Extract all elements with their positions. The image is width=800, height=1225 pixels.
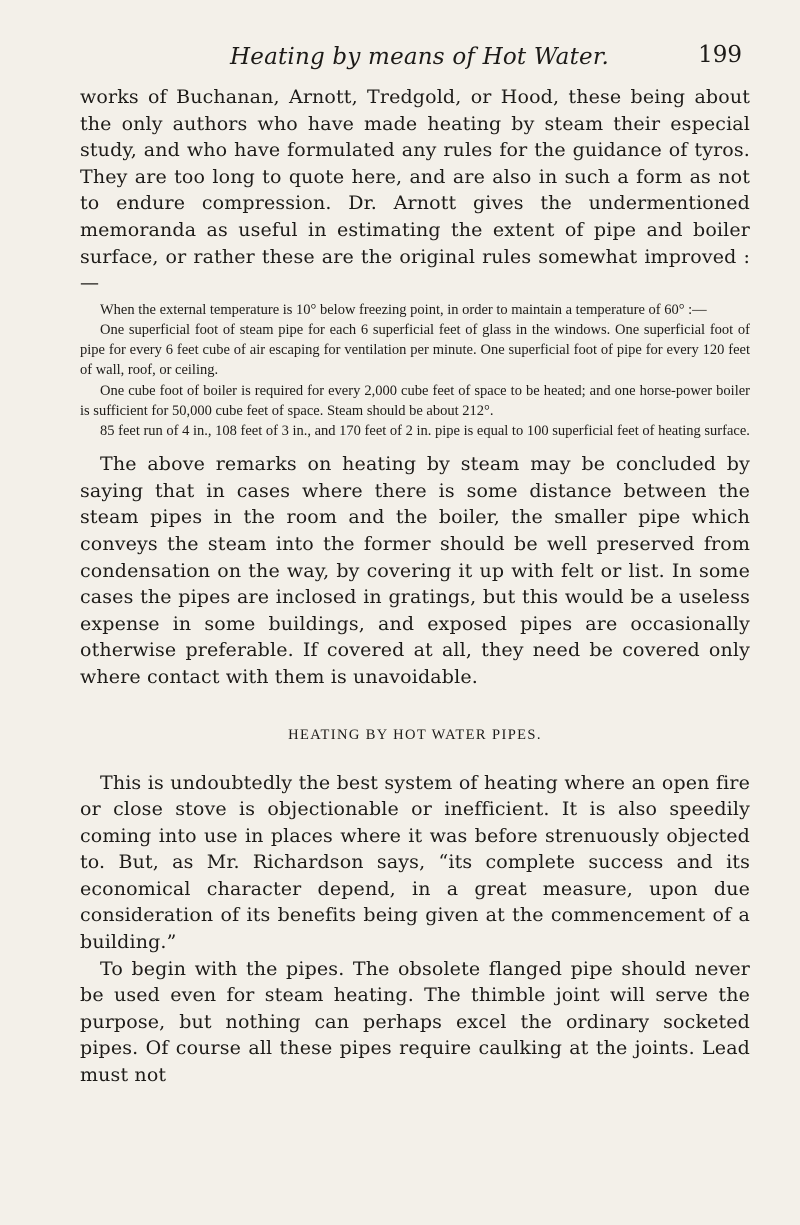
- running-title: Heating by means of Hot Water.: [230, 44, 610, 70]
- memo-boiler: One cube foot of boiler is required for every 2,000 cube feet of space to be heated; and one horse-power boiler is sufficient for 50,000 cube feet of space. Steam should be about 212°.: [80, 382, 750, 419]
- memo-pipe-surface: One superficial foot of steam pipe for each 6 superficial feet of glass in the windows. One superficial foot of pipe for every 6 feet cube of air escaping for ventilation per minute. One superficial foot of pipe for every 120 feet of wall, roof, or ceiling.: [80, 321, 750, 379]
- steam-remarks-paragraph: The above remarks on heating by steam may be concluded by saying that in cases where there is some distance between the steam pipes in the room and the boiler, the smaller pipe which conveys the steam into the former should be well preserved from condensation on the way, by covering it up with felt or list. In some cases the pipes are inclosed in gratings, but this would be a useless expense in some buildings, and exposed pipes are occasionally otherwise preferable. If covered at all, they need be covered only where contact with them is unavoidable.: [80, 453, 750, 688]
- running-head: [80, 34, 750, 84]
- arnott-memoranda: [80, 300, 750, 441]
- hot-water-paragraph-1: This is undoubtedly the best system of heating where an open fire or close stove is objectionable or inefficient. It is also speedily coming into use in places where it was before strenuously objected to. But, as Mr. Richardson says, “its complete success and its economical character depend, in a great measure, upon due consideration of its benefits being given at the commencement of a building.”: [80, 771, 750, 954]
- memo-pipe-equivalence: 85 feet run of 4 in., 108 feet of 3 in., and 170 feet of 2 in. pipe is equal to 100 superficial feet of heating surface.: [100, 422, 750, 439]
- page-number: 199: [698, 42, 742, 68]
- memo-condition: When the external temperature is 10° below freezing point, in order to maintain a temperature of 60° :—: [100, 301, 707, 318]
- intro-paragraph: works of Buchanan, Arnott, Tredgold, or Hood, these being about the only authors who have made heating by steam their especial study, and who have formulated any rules for the guidance of tyros. They are too long to quote here, and are also in such a form as not to endure compression. Dr. Arnott gives the undermentioned memoranda as useful in estimating the extent of pipe and boiler surface, or rather these are the original rules somewhat improved :—: [80, 86, 750, 295]
- section-heading: HEATING BY HOT WATER PIPES.: [288, 726, 542, 743]
- hot-water-paragraph-2: To begin with the pipes. The obsolete flanged pipe should never be used even for steam heating. The thimble joint will serve the purpose, but nothing can perhaps excel the ordinary socketed pipes. Of course all these pipes require caulking at the joints. Lead must not: [80, 957, 750, 1087]
